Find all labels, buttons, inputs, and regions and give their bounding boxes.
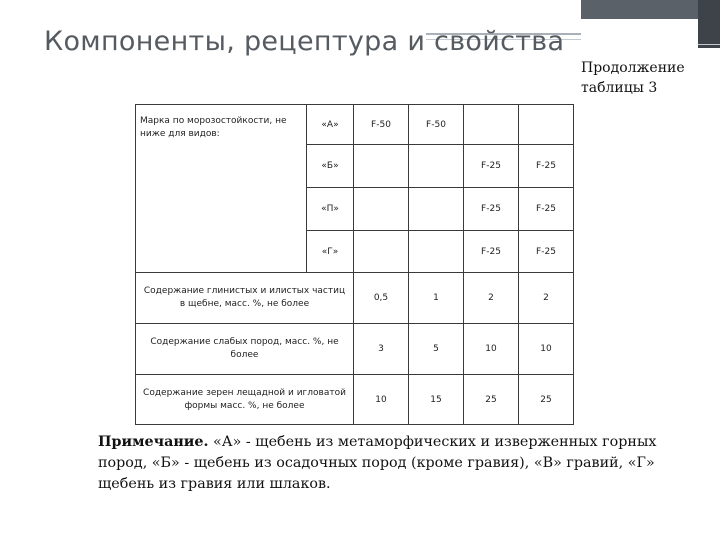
row-label: Содержание глинистых и илистых частиц в щебне, масс. %, не более bbox=[136, 273, 354, 324]
table-cell bbox=[409, 188, 464, 231]
continuation-line-1: Продолжение bbox=[581, 60, 685, 76]
table-cell: 2 bbox=[464, 273, 519, 324]
table-cell: F-25 bbox=[464, 188, 519, 231]
table-cell bbox=[354, 188, 409, 231]
row-label: Содержание слабых пород, масс. %, не более bbox=[136, 324, 354, 375]
table-cell bbox=[354, 145, 409, 188]
note-label: Примечание. bbox=[98, 434, 209, 450]
table-cell bbox=[464, 105, 519, 145]
table-note bbox=[98, 432, 698, 495]
table-cell bbox=[409, 231, 464, 273]
table-continuation-caption bbox=[581, 58, 685, 98]
slide-title: Компоненты, рецептура и свойства bbox=[44, 26, 565, 57]
table-cell: F-25 bbox=[519, 188, 574, 231]
properties-table bbox=[135, 104, 574, 425]
kind-cell: «Б» bbox=[307, 145, 354, 188]
table-cell bbox=[354, 231, 409, 273]
header-accent-strip bbox=[581, 0, 698, 19]
table-row bbox=[136, 105, 574, 145]
table-cell: 1 bbox=[409, 273, 464, 324]
table-row bbox=[136, 273, 574, 324]
table-cell: F-50 bbox=[354, 105, 409, 145]
table-cell: 0,5 bbox=[354, 273, 409, 324]
table-row bbox=[136, 324, 574, 375]
table-cell: 25 bbox=[519, 375, 574, 425]
continuation-line-2: таблицы 3 bbox=[581, 80, 658, 96]
table-cell: F-25 bbox=[464, 145, 519, 188]
table-cell bbox=[409, 145, 464, 188]
corner-accent-block bbox=[698, 0, 720, 48]
title-mask bbox=[581, 19, 698, 49]
table-cell: 2 bbox=[519, 273, 574, 324]
frost-resistance-label: Марка по морозостойкости, не ниже для видов: bbox=[136, 105, 307, 273]
table-cell: 10 bbox=[464, 324, 519, 375]
table-cell: 15 bbox=[409, 375, 464, 425]
table-row bbox=[136, 375, 574, 425]
table-cell: 3 bbox=[354, 324, 409, 375]
table-cell: 5 bbox=[409, 324, 464, 375]
table-cell bbox=[519, 105, 574, 145]
table-cell: F-25 bbox=[464, 231, 519, 273]
table-cell: F-25 bbox=[519, 231, 574, 273]
kind-cell: «Г» bbox=[307, 231, 354, 273]
table-cell: 25 bbox=[464, 375, 519, 425]
row-label: Содержание зерен лещадной и игловатой формы масс. %, не более bbox=[136, 375, 354, 425]
table-cell: F-50 bbox=[409, 105, 464, 145]
table-cell: 10 bbox=[354, 375, 409, 425]
table-cell: F-25 bbox=[519, 145, 574, 188]
kind-cell: «А» bbox=[307, 105, 354, 145]
note-text: «А» - щебень из метаморфических и изверженных горных пород, «Б» - щебень из осадочных пород (кроме гравия), «В» гравий, «Г» щебень из гравия или шлаков. bbox=[98, 434, 657, 492]
kind-cell: «П» bbox=[307, 188, 354, 231]
corner-line bbox=[698, 44, 720, 45]
table-cell: 10 bbox=[519, 324, 574, 375]
